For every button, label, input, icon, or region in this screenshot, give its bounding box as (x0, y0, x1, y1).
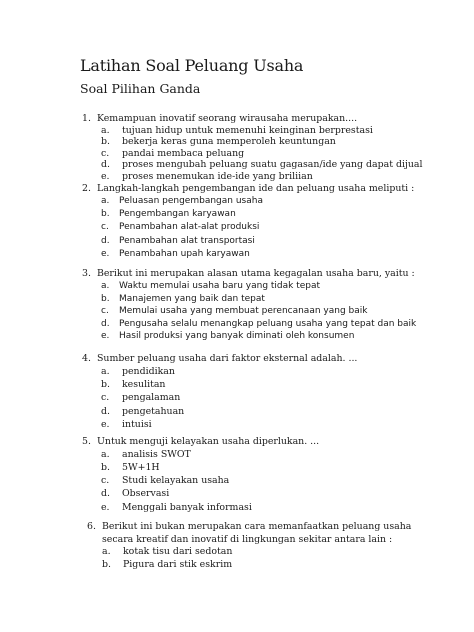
option-label: b. (101, 136, 110, 148)
option-label: d. (101, 405, 110, 417)
option-text: Studi kelayakan usaha (122, 475, 230, 487)
option-text: bekerja keras guna memperoleh keuntungan (122, 136, 336, 148)
question-number: 6. (87, 521, 96, 532)
option-text: Pengembangan karyawan (119, 209, 236, 220)
option-label: d. (101, 235, 110, 246)
option-label: a. (101, 365, 110, 377)
option-text: Memulai usaha yang membuat perencanaan yang baik (119, 306, 368, 317)
section-subtitle: Soal Pilihan Ganda (80, 81, 201, 96)
question-text: Berikut ini merupakan alasan utama kegagalan usaha baru, yaitu : (97, 268, 415, 279)
question-number: 3. (82, 268, 91, 279)
question-text: Sumber peluang usaha dari faktor eksternal adalah. ... (97, 353, 358, 364)
option-label: a. (101, 196, 110, 206)
question-text: Kemampuan inovatif seorang wirausaha merupakan.... (97, 113, 358, 124)
option-label: a. (101, 281, 110, 291)
option-label: c. (101, 306, 109, 317)
question-number: 2. (82, 183, 91, 194)
option-text: proses mengubah peluang suatu gagasan/ide yang dapat dijual (122, 159, 423, 171)
option-label: b. (101, 461, 110, 473)
option-text: kesulitan (122, 378, 166, 390)
option-label: c. (101, 392, 110, 404)
option-label: e. (101, 170, 110, 182)
question-number: 1. (82, 113, 91, 124)
option-text: Menggali banyak informasi (122, 501, 252, 513)
question-text: Untuk menguji kelayakan usaha diperlukan. ... (97, 436, 320, 447)
option-label: b. (101, 378, 110, 390)
question-number: 4. (82, 353, 91, 364)
option-label: b. (102, 559, 111, 570)
option-text: tujuan hidup untuk memenuhi keinginan berprestasi (122, 124, 373, 136)
option-text: pengalaman (122, 392, 181, 404)
option-label: e. (101, 501, 110, 513)
question-number: 5. (82, 436, 91, 447)
page-title: Latihan Soal Peluang Usaha (80, 56, 304, 75)
option-text: intuisi (122, 419, 152, 431)
option-label: b. (101, 293, 110, 304)
question-text: Berikut ini bukan merupakan cara memanfaatkan peluang usaha secara kreatif dan inovatif di lingkungan sekitar antara lain : (102, 521, 412, 545)
option-text: kotak tisu dari sedotan (123, 546, 233, 557)
option-label: d. (101, 488, 110, 500)
option-label: e. (101, 419, 110, 431)
option-text: Hasil produksi yang banyak diminati oleh konsumen (119, 331, 355, 342)
option-label: d. (101, 318, 110, 329)
option-label: a. (101, 448, 110, 460)
option-text: Observasi (122, 488, 170, 500)
option-text: Penambahan upah karyawan (119, 248, 250, 259)
option-text: Waktu memulai usaha baru yang tidak tepat (119, 281, 321, 291)
option-text: proses menemukan ide-ide yang briliian (122, 170, 313, 182)
option-label: c. (101, 475, 110, 487)
option-label: a. (102, 546, 111, 557)
option-text: Manajemen yang baik dan tepat (119, 293, 265, 304)
option-text: Pengusaha selalu menangkap peluang usaha yang tepat dan baik (119, 318, 417, 329)
question-text: Langkah-langkah pengembangan ide dan peluang usaha meliputi : (97, 183, 415, 194)
option-label: d. (101, 159, 110, 171)
option-label: e. (101, 248, 110, 259)
option-label: b. (101, 209, 110, 220)
option-label: c. (101, 222, 109, 233)
option-label: a. (101, 124, 110, 136)
option-text: 5W+1H (122, 461, 160, 473)
option-text: pengetahuan (122, 405, 185, 417)
option-text: analisis SWOT (122, 448, 191, 460)
option-text: pendidikan (122, 365, 175, 377)
option-text: Pigura dari stik eskrim (123, 559, 233, 570)
option-label: c. (101, 147, 110, 159)
option-text: Penambahan alat transportasi (119, 235, 255, 246)
option-text: pandai membaca peluang (122, 147, 245, 159)
option-label: e. (101, 331, 110, 342)
option-text: Penambahan alat-alat produksi (119, 222, 260, 233)
option-text: Peluasan pengembangan usaha (119, 196, 263, 206)
